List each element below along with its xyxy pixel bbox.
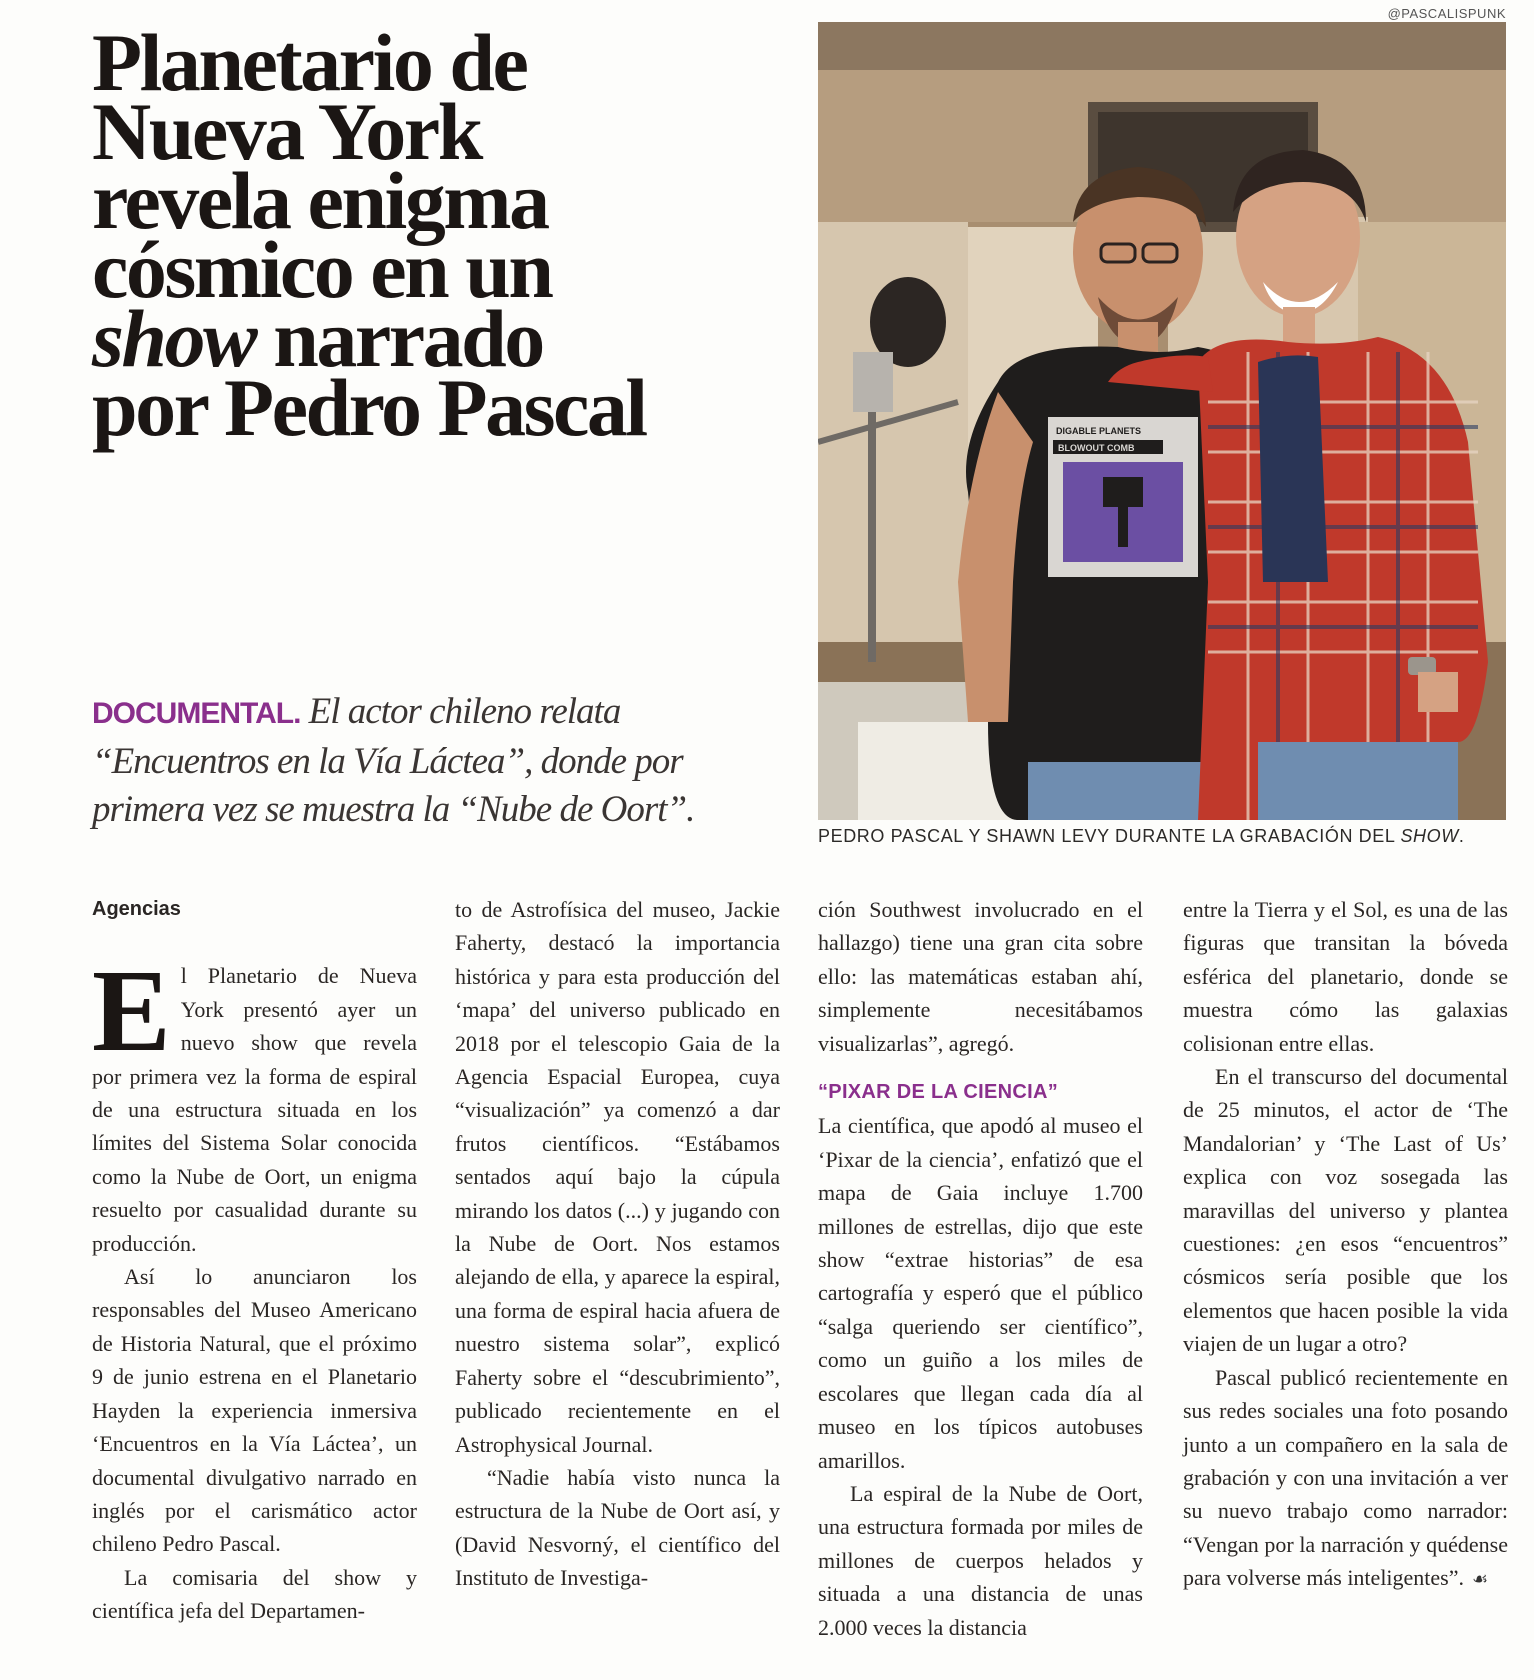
end-mark-icon: ☙ — [1472, 1569, 1489, 1591]
article-paragraph: En el transcurso del documental de 25 minutos, el actor de ‘The Mandalorian’ y ‘The Last of Us’ explica con voz sosegada las maravillas del universo y plantea cuestiones: ¿en esos “encuentros” cósmicos sería posible que los elementos que hacen posible la vida viajen de un lugar a otro? — [1183, 1064, 1508, 1357]
headline-line: cósmico en un — [92, 224, 552, 315]
section-subhead: “PIXAR DE LA CIENCIA” — [818, 1081, 1059, 1104]
headline — [92, 17, 812, 453]
photo-caption — [818, 826, 1518, 847]
paragraph-text: Pascal publicó recientemente en sus redes sociales una foto posando junto a un compañero en la sala de grabación y con una invitación a ver su nuevo trabajo como narrador: “Vengan por la narración y quédense para volverse más inteligentes”. — [1183, 1364, 1508, 1591]
article-paragraph: La espiral de la Nube de Oort, una estructura formada por miles de millones de cuerpos helados y situada a una distancia de unas 2.000 veces la distancia — [818, 1480, 1143, 1640]
article-paragraph: entre la Tierra y el Sol, es una de las figuras que transitan la bóveda esférica del planetario, donde se muestra cómo las galaxias colisionan entre ellas. — [1183, 897, 1508, 1056]
article-column-1 — [92, 893, 417, 1628]
headline-line: Nueva York — [92, 86, 481, 177]
article-photo — [818, 22, 1506, 820]
headline-line: revela enigma — [92, 155, 548, 246]
article-column-4 — [1183, 893, 1508, 1597]
article-paragraph — [1183, 1361, 1508, 1597]
article-paragraph: Así lo anunciaron los responsables del Museo Americano de Historia Natural, que el próximo 9 de junio estrena en el Planetario Hayden la experiencia inmersiva ‘Encuentros en la Vía Láctea’, un documental divulgativo narrado en inglés por el carismático actor chileno Pedro Pascal. — [92, 1264, 417, 1557]
deck — [92, 688, 812, 834]
article-paragraph: to de Astrofísica del museo, Jackie Faherty, destacó la importancia histórica y para esta producción del ‘mapa’ del universo publicado en 2018 por el telescopio Gaia de la Agencia Espacial Europea, cuya “visualización” ya comenzó a dar frutos científicos. “Estábamos sentados aquí bajo la cúpula mirando los datos (...) y jugando con la Nube de Oort. Nos estamos alejando de ella, y aparece la espiral, una forma de espiral hacia afuera de nuestro sistema solar”, explicó Faherty sobre el “descubrimiento”, publicado recientemente en el Astrophysical Journal. — [455, 897, 780, 1457]
photo-credit: @PASCALISPUNK — [1387, 6, 1506, 21]
article-paragraph: La científica, que apodó al museo el ‘Pixar de la ciencia’, enfatizó que el mapa de Gaia incluye 1.700 millones de estrellas, dijo que este show “extrae historias” de esa cartografía y esperó que el público “salga queriendo ser científico”, como un guiño a los miles de escolares que llegan cada día al museo en los típicos autobuses amarillos. — [818, 1113, 1143, 1473]
deck-line: “Encuentros en la Vía Láctea”, donde por — [92, 741, 683, 782]
byline: Agencias — [92, 898, 181, 920]
article-paragraph: “Nadie había visto nunca la estructura de la Nube de Oort así, y (David Nesvorný, el científico del Instituto de Investiga- — [455, 1464, 780, 1591]
article-paragraph: ción Southwest involucrado en el hallazgo) tiene una gran cita sobre ello: las matemáticas estaban ahí, simplemente necesitábamos visualizarlas”, agregó. — [818, 897, 1143, 1056]
caption-end: . — [1458, 826, 1465, 846]
deck-text: El actor chileno relata — [300, 691, 621, 732]
article-column-2 — [455, 893, 780, 1595]
article-paragraph — [92, 945, 417, 1260]
paragraph-text: l Planetario de Nueva York presentó ayer un nuevo show que revela por primera vez la forma de espiral de una estructura situada en los límites del Sistema Solar conocida como la Nube de Oort, un enigma resuelto por casualidad durante su producción. — [92, 963, 417, 1256]
headline-italic-word: show — [92, 293, 256, 384]
headline-line: por Pedro Pascal — [92, 362, 646, 453]
shirt-text-bottom: BLOWOUT COMB — [1058, 443, 1135, 453]
shirt-text-top: DIGABLE PLANETS — [1056, 426, 1142, 436]
deck-line — [92, 688, 812, 738]
article-column-3 — [818, 893, 1143, 1644]
caption-italic: SHOW — [1400, 826, 1459, 846]
headline-line: Planetario de — [92, 17, 527, 108]
headline-line-rest: narrado — [255, 293, 543, 384]
deck-line: primera vez se muestra la “Nube de Oort”. — [92, 789, 695, 830]
drop-cap: E — [92, 945, 171, 1077]
article-paragraph: La comisaria del show y científica jefa del Departamen- — [92, 1564, 417, 1624]
caption-text: PEDRO PASCAL Y SHAWN LEVY DURANTE LA GRABACIÓN DEL — [818, 826, 1401, 846]
section-kicker: DOCUMENTAL. — [92, 697, 301, 730]
